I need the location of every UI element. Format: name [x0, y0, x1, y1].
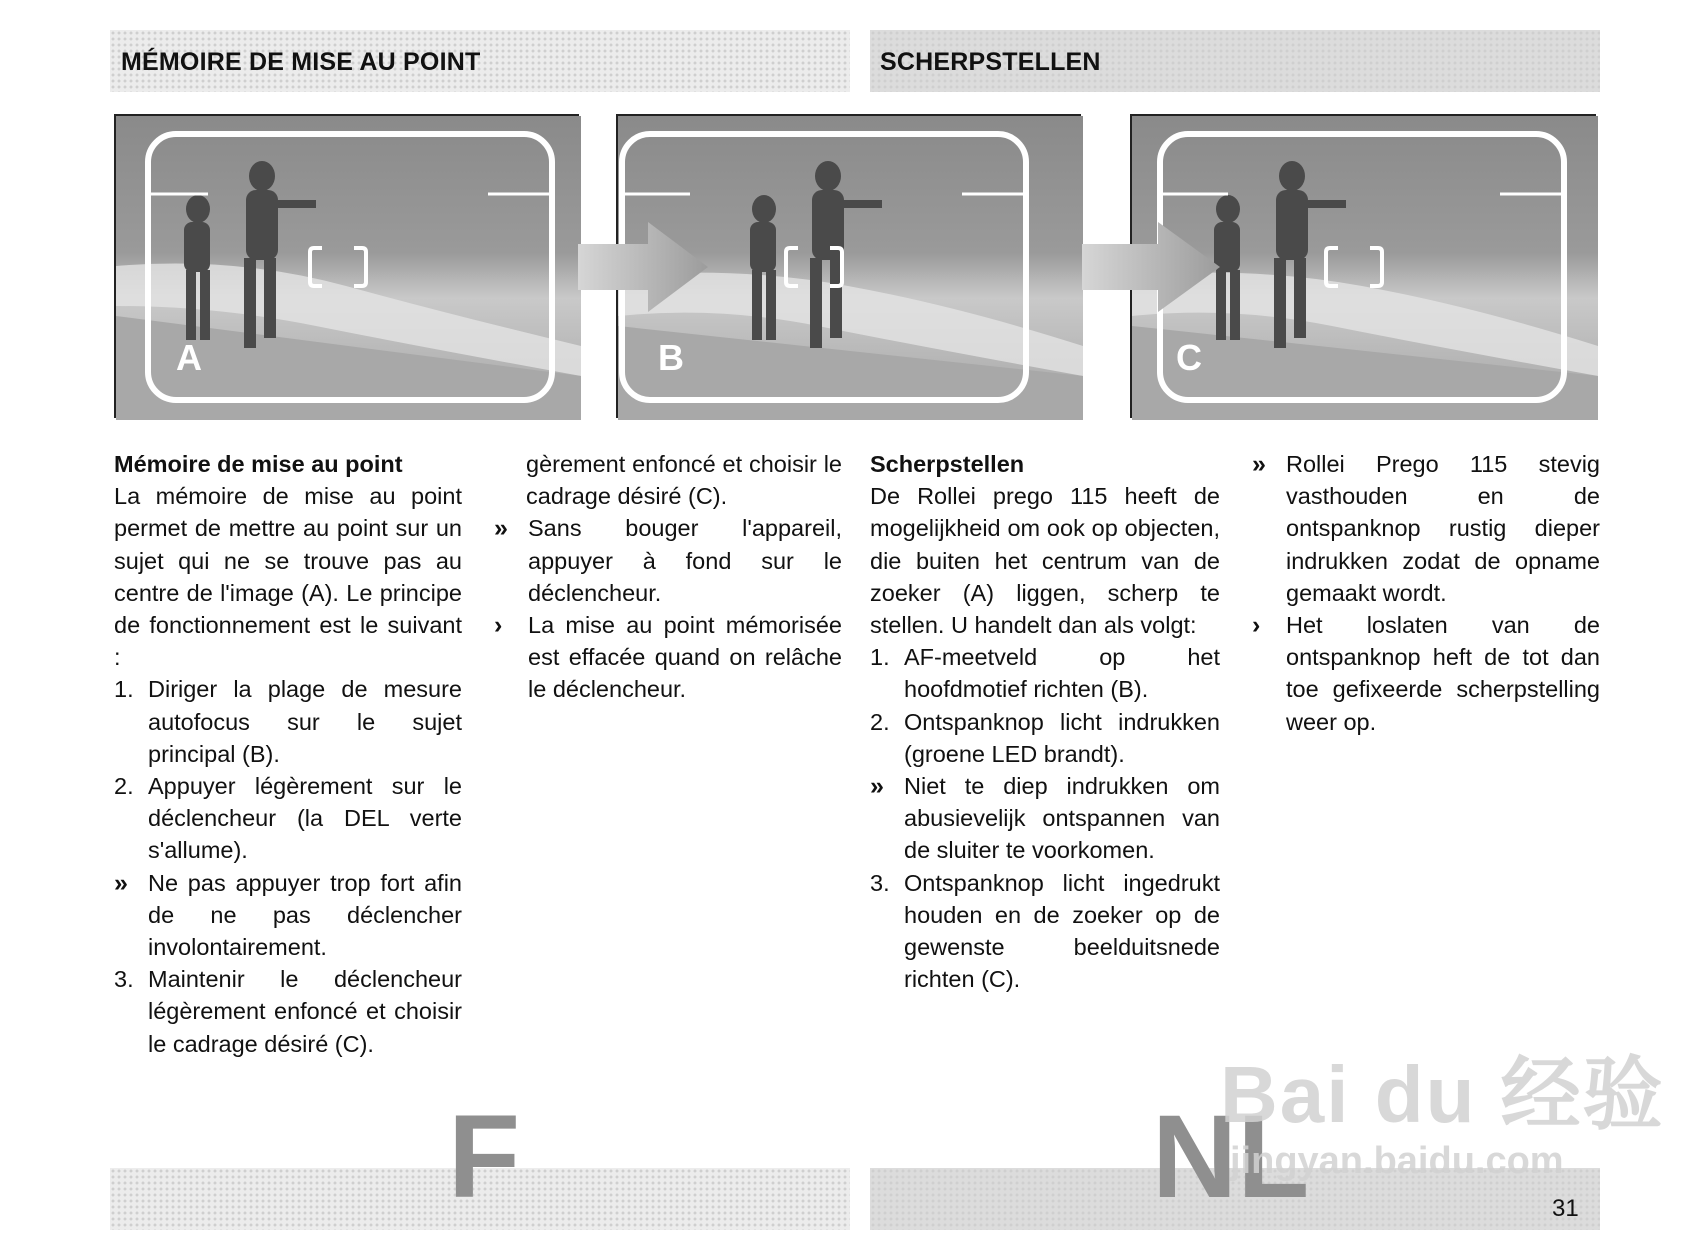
watermark-brand: Bai du 经验	[1220, 1050, 1665, 1139]
watermark-logo	[1220, 1030, 1665, 1145]
viewfinder-image-a	[114, 114, 579, 418]
french-step-1: 1. Diriger la plage de mesure autofocus sur le sujet principal (B).	[114, 673, 462, 770]
step-number: 2.	[114, 773, 134, 800]
dutch-column-1	[870, 448, 1220, 995]
double-chevron-icon: »	[1252, 450, 1266, 478]
dutch-step-2: 2. Ontspanknop licht indrukken (groene LED brandt).	[870, 706, 1220, 770]
french-column-1	[114, 448, 462, 1057]
section-title-dutch: SCHERPSTELLEN	[880, 48, 1101, 76]
french-heading: Mémoire de mise au point	[114, 451, 403, 477]
image-label-c: C	[1176, 337, 1202, 378]
dutch-warning-note: » Rollei Prego 115 stevig vasthouden en de ontspanknop rustig dieper indrukken zodat de opname gemaakt wordt.	[1252, 450, 1600, 606]
arrow-right-icon	[578, 222, 728, 312]
french-intro: La mémoire de mise au point permet de mettre au point sur un sujet qui ne se trouve pas au centre de l'image (A). Le principe de fonctionnement est le suivant :	[114, 483, 462, 671]
french-column-2	[494, 448, 842, 706]
chevron-icon: ›	[1252, 611, 1261, 640]
language-marker-french: F	[448, 1091, 521, 1223]
dutch-intro: De Rollei prego 115 heeft de mogelijkheid om ook op objecten, die buiten het centrum van de zoeker (A) liggen, scherp te stellen. U handelt dan als volgt:	[870, 483, 1220, 639]
double-chevron-icon: »	[114, 868, 128, 897]
image-label-b: B	[658, 337, 684, 378]
watermark-url: jingyan.baidu.com	[1230, 1140, 1564, 1182]
step-number: 1.	[870, 644, 890, 671]
dutch-column-2	[1252, 448, 1600, 738]
step-number: 3.	[114, 966, 134, 993]
dutch-heading: Scherpstellen	[870, 451, 1025, 477]
arrow-right-icon	[1082, 222, 1232, 312]
step-number: 1.	[114, 676, 134, 703]
french-info-note: › La mise au point mémorisée est effacée quand on relâche le déclencheur.	[494, 611, 842, 703]
dutch-info-note: › Het loslaten van de ontspanknop heft de tot dan toe gefixeerde scherpstelling weer op.	[1252, 611, 1600, 735]
dutch-warning-note: » Niet te diep indrukken om abusievelijk ontspannen van de sluiter te voorkomen.	[870, 772, 1220, 864]
step-number: 3.	[870, 869, 890, 896]
double-chevron-icon: »	[870, 772, 884, 801]
double-chevron-icon: »	[494, 514, 508, 543]
section-title-french: MÉMOIRE DE MISE AU POINT	[121, 48, 481, 76]
french-step-3: 3. Maintenir le déclencheur légèrement enfoncé et choisir le cadrage désiré (C).	[114, 963, 462, 995]
image-label-a: A	[176, 337, 202, 378]
french-step-2: 2. Appuyer légèrement sur le déclencheur (la DEL verte s'allume).	[114, 770, 462, 867]
french-step-3-continued: gèrement enfoncé et choisir le cadrage désiré (C).	[526, 451, 842, 510]
step-number: 2.	[870, 708, 890, 735]
french-warning-note: » Sans bouger l'appareil, appuyer à fond sur le déclencheur.	[494, 514, 842, 606]
language-marker-dutch: NL	[1152, 1091, 1310, 1223]
chevron-icon: ›	[494, 611, 503, 640]
dutch-step-1: 1. AF-meetveld op het hoofdmotief richten (B).	[870, 641, 1220, 705]
page-number: 31	[1552, 1195, 1579, 1222]
french-warning-note: » Ne pas appuyer trop fort afin de ne pas déclencher involontairement.	[114, 868, 462, 961]
dutch-step-3: 3. Ontspanknop licht ingedrukt houden en de zoeker op de gewenste beelduitsnede richten (C).	[870, 867, 1220, 996]
